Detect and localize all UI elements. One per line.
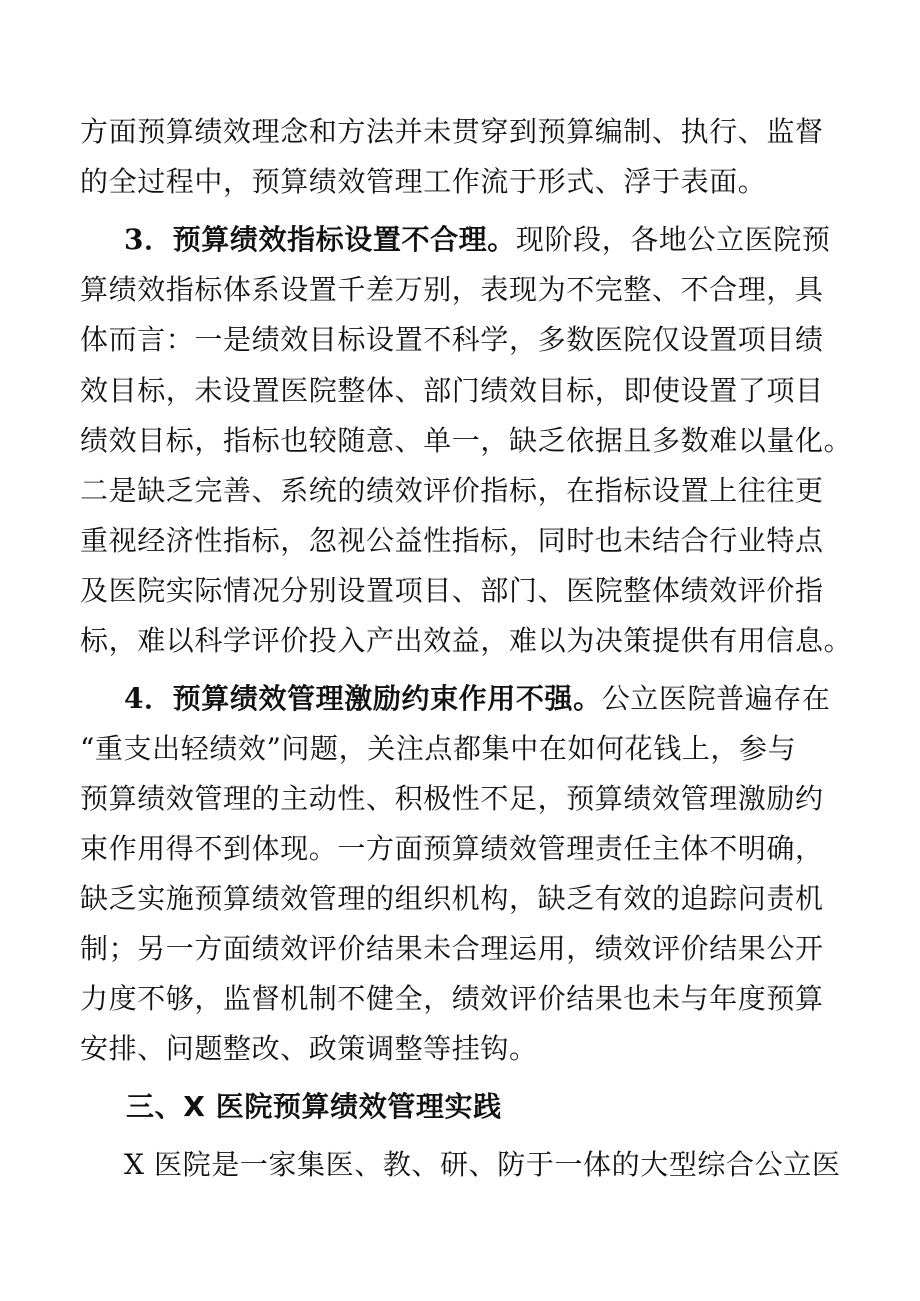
paragraph-line: X 医院是一家集医、教、研、防于一体的大型综合公立医 — [124, 1148, 841, 1181]
paragraph-line: 制；另一方面绩效评价结果未合理运用，绩效评价结果公开 — [80, 932, 824, 965]
paragraph-line: 方面预算绩效理念和方法并未贯穿到预算编制、执行、监督 — [80, 115, 824, 148]
paragraph-4-first-text: 公立医院普遍存在 — [601, 682, 831, 715]
paragraph-line: 效目标，未设置医院整体、部门绩效目标，即使设置了项目 — [80, 374, 824, 407]
paragraph-line: 绩效目标，指标也较随意、单一，缺乏依据且多数难以量化。 — [80, 424, 853, 457]
paragraph-line: 的全过程中，预算绩效管理工作流于形式、浮于表面。 — [80, 165, 767, 198]
section-heading: 三、X 医院预算绩效管理实践 — [126, 1090, 502, 1123]
paragraph-line: 预算绩效管理的主动性、积极性不足，预算绩效管理激励约 — [80, 782, 824, 815]
paragraph-line: 重视经济性指标，忽视公益性指标，同时也未结合行业特点 — [80, 524, 824, 557]
paragraph-line: 缺乏实施预算绩效管理的组织机构，缺乏有效的追踪问责机 — [80, 882, 824, 915]
paragraph-line: 算绩效指标体系设置千差万别，表现为不完整、不合理，具 — [80, 273, 824, 306]
paragraph-line: 体而言：一是绩效目标设置不科学，多数医院仅设置项目绩 — [80, 323, 824, 356]
paragraph-line: 安排、问题整改、政策调整等挂钩。 — [80, 1032, 538, 1065]
paragraph-3-first-line — [124, 220, 850, 260]
paragraph-line: 及医院实际情况分别设置项目、部门、医院整体绩效评价指 — [80, 574, 824, 607]
paragraph-4-heading: 4．预算绩效管理激励约束作用不强。 — [124, 682, 602, 715]
paragraph-line: 二是缺乏完善、系统的绩效评价指标，在指标设置上往往更 — [80, 474, 824, 507]
paragraph-3-heading: 3．预算绩效指标设置不合理。 — [124, 223, 516, 256]
paragraph-4-first-line — [124, 679, 850, 719]
paragraph-3-first-text: 现阶段，各地公立医院预 — [515, 223, 831, 256]
paragraph-line: 标，难以科学评价投入产出效益，难以为决策提供有用信息。 — [80, 624, 853, 657]
paragraph-line: 束作用得不到体现。一方面预算绩效管理责任主体不明确， — [80, 832, 824, 865]
paragraph-line: 力度不够，监督机制不健全，绩效评价结果也未与年度预算 — [80, 982, 824, 1015]
paragraph-line: “重支出轻绩效”问题，关注点都集中在如何花钱上，参与 — [80, 732, 797, 765]
